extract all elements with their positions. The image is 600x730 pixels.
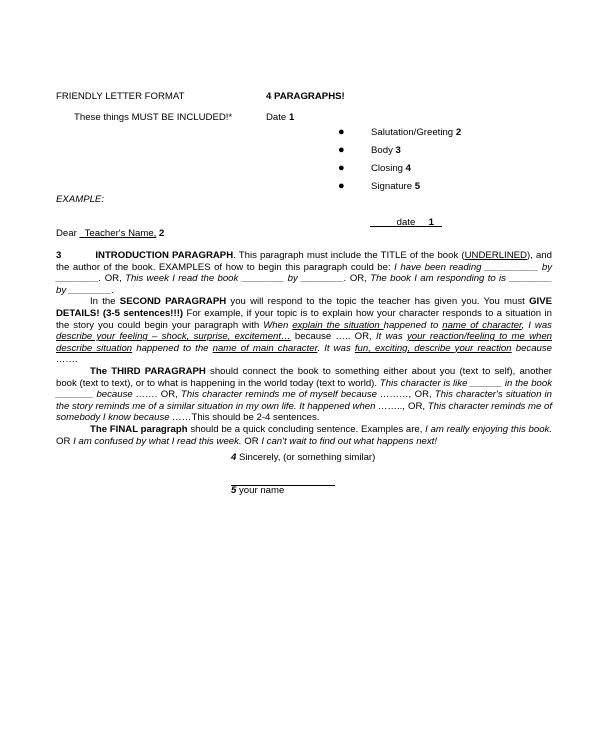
bullet-icon: ● bbox=[338, 162, 345, 174]
final-text: should be a quick concluding sentence. Examples are, bbox=[187, 423, 426, 435]
second-example: because ……. bbox=[56, 342, 553, 366]
list-item-text: Body bbox=[371, 145, 393, 156]
date-item-num: 1 bbox=[288, 112, 295, 123]
date-item-label: Date bbox=[266, 112, 287, 123]
third-paragraph bbox=[56, 366, 552, 424]
second-example-blank: name of character bbox=[442, 319, 522, 331]
second-example-blank: name of main character bbox=[212, 342, 318, 354]
salutation-dear: Dear bbox=[56, 228, 77, 239]
third-text: OR, bbox=[157, 389, 181, 401]
list-item-text: Closing bbox=[371, 163, 403, 174]
bullet-icon: ● bbox=[338, 126, 345, 138]
intro-num: 3 bbox=[56, 250, 62, 261]
third-example: This character reminds me of myself because ………, bbox=[180, 389, 412, 401]
second-text: For example, if your topic is to explain how your character responds to a situation in the story you could begin your paragraph with bbox=[56, 307, 552, 331]
teacher-name: Teacher's Name, bbox=[84, 228, 157, 239]
list-item-num: 2 bbox=[455, 127, 462, 138]
second-example-blank: describe your feeling – shock, surprise, excitement… bbox=[56, 331, 291, 343]
date-line bbox=[370, 217, 442, 228]
salutation-line bbox=[56, 228, 164, 239]
final-text: OR bbox=[241, 435, 262, 447]
intro-text: OR, bbox=[349, 273, 371, 285]
third-example: This character's situation in the story reminds me of a similar situation in my own life. It happened when …….., bbox=[56, 389, 553, 412]
second-text: In the bbox=[90, 296, 120, 308]
signature-num: 5 bbox=[231, 485, 237, 496]
final-example: I can't wait to find out what happens next! bbox=[261, 435, 438, 447]
list-item-num: 4 bbox=[405, 163, 412, 174]
third-text: This should be 2-4 sentences. bbox=[191, 412, 320, 424]
second-text: you will respond to the topic the teacher has given you. You must bbox=[226, 296, 530, 308]
intro-text: ), and the author of the book. EXAMPLES of how to begin this paragraph could be: bbox=[56, 250, 552, 273]
underlined-word: UNDERLINED bbox=[464, 250, 527, 261]
signature-text: your name bbox=[236, 485, 285, 496]
sentence-count: (3-5 sentences!!!) bbox=[99, 307, 184, 319]
intro-example: The book I am responding to is ________ by ________. bbox=[56, 273, 553, 296]
list-item-num: 5 bbox=[414, 181, 421, 192]
example-label: EXAMPLE: bbox=[56, 194, 104, 205]
intro-heading: INTRODUCTION PARAGRAPH bbox=[95, 250, 234, 261]
final-text: OR bbox=[56, 435, 74, 447]
letter-body bbox=[56, 250, 552, 447]
intro-example: This week I read the book ________ by ________. bbox=[125, 273, 350, 285]
second-example: . It was bbox=[317, 342, 355, 354]
second-example: When bbox=[263, 319, 293, 331]
second-example-blank: explain the situation bbox=[292, 319, 384, 331]
second-text: because ….. OR, bbox=[290, 331, 376, 343]
final-example: I am really enjoying this book. bbox=[425, 423, 553, 435]
salutation-num: 2 bbox=[159, 228, 165, 239]
third-text: OR, bbox=[405, 400, 428, 412]
date-line-num: 1 bbox=[428, 217, 435, 228]
second-paragraph bbox=[56, 296, 552, 366]
bullet-icon: ● bbox=[338, 144, 345, 156]
final-heading: The FINAL paragraph bbox=[90, 423, 188, 435]
final-paragraph bbox=[56, 424, 552, 447]
third-text: OR, bbox=[411, 389, 435, 401]
second-heading: SECOND PARAGRAPH bbox=[119, 296, 227, 308]
closing-num: 4 bbox=[231, 452, 237, 463]
third-example: This character reminds me of somebody I know because …… bbox=[56, 400, 552, 424]
final-example: I am confused by what I read this week. bbox=[73, 435, 242, 447]
date-item bbox=[266, 112, 294, 123]
list-item-text: Signature bbox=[371, 181, 413, 192]
closing-text: Sincerely, (or something similar) bbox=[236, 452, 376, 463]
second-example: happened to the bbox=[132, 342, 213, 354]
list-item-text: Salutation/Greeting bbox=[371, 127, 454, 138]
third-example: This character is like ______ in the book _______ because ……. bbox=[56, 377, 553, 401]
intro-example: I have been reading __________ by ________. bbox=[56, 261, 552, 285]
closing-line bbox=[231, 452, 375, 463]
give-details: GIVE DETAILS! bbox=[56, 296, 553, 319]
third-text: should connect the book to something either about you (text to self), another book (text to text), or to what is happening in the world today (text to world). bbox=[56, 365, 552, 389]
intro-text: . This paragraph must include the TITLE of the book ( bbox=[233, 250, 465, 261]
list-item-num: 3 bbox=[395, 145, 401, 156]
letter-format-title: FRIENDLY LETTER FORMAT bbox=[56, 91, 185, 102]
date-line-label: date bbox=[396, 217, 416, 228]
second-example-blank: your reaction/feeling to me when describe situation bbox=[56, 331, 553, 354]
paragraphs-title: 4 PARAGRAPHS! bbox=[266, 91, 345, 102]
second-example: , I was bbox=[521, 319, 552, 331]
second-example-blank: fun, exciting, describe your reaction bbox=[354, 342, 512, 354]
signature-line bbox=[231, 485, 284, 496]
second-example: It was bbox=[376, 331, 407, 343]
third-heading: The THIRD PARAGRAPH bbox=[90, 365, 206, 377]
intro-text: OR, bbox=[104, 273, 126, 285]
must-include-label: These things MUST BE INCLUDED!* bbox=[74, 112, 233, 123]
intro-paragraph bbox=[56, 250, 552, 296]
second-example: happened to bbox=[383, 319, 443, 331]
bullet-icon: ● bbox=[338, 180, 345, 192]
